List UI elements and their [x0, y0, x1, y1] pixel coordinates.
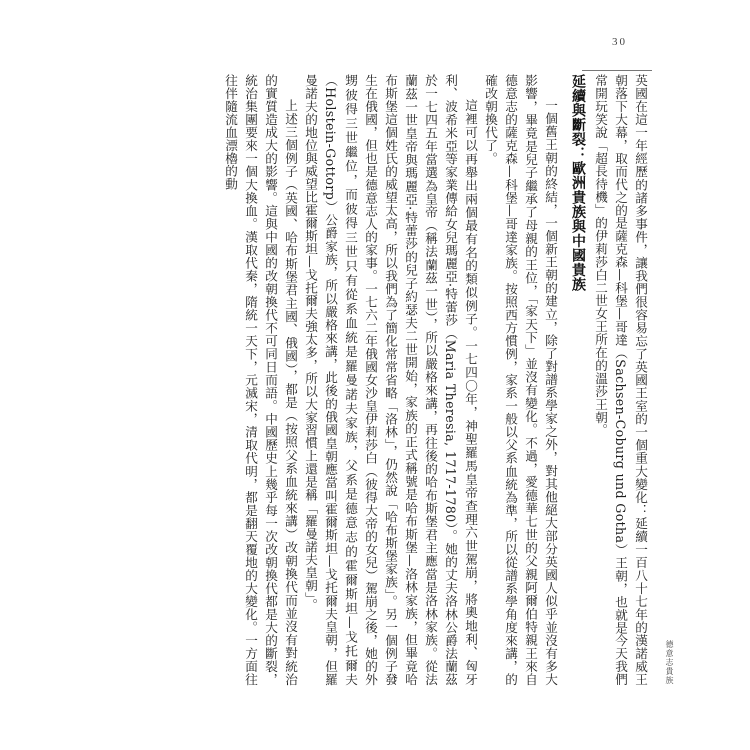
- running-head: 德意志貴族: [665, 640, 674, 685]
- paragraph-3: 這裡可以再舉出兩個最有名的類似例子。一七四〇年，神聖羅馬皇帝查理六世駕崩，將奧地利、匈牙利、波希米亞等家業傳給女兒瑪麗亞·特蕾莎（Maria Theresia, 1717-1780）。她的丈夫洛林公爵法蘭茲於一七四五年當選為皇帝（稱法蘭茲一世），所以嚴格來講，再往後的哈布斯堡君主應當是洛林家族。從法蘭茲一世皇帝與瑪麗亞·特蕾莎的兒子約瑟夫二世開始，家族的正式稱號是哈布斯堡—洛林家族，但畢竟哈布斯堡這個姓氏的威望太高，所以我們為了簡化常常省略「洛林」，仍然說「哈布斯堡家族」。另一個例子發生在俄國，但也是德意志人的家事。一七六二年俄國女沙皇伊莉莎白（彼得大帝的女兒）駕崩之後，她的外甥彼得三世繼位，而彼得三世只有從系血統是羅曼諾夫家族，父系是德意志的霍爾斯坦—戈托爾夫（Holstein-Gottorp）公爵家族，所以嚴格來講，此後的俄國皇朝應當叫霍爾斯坦—戈托爾夫皇朝，但羅曼諾夫的地位與威望比霍爾斯坦—戈托爾夫強太多，所以大家習慣上還是稱「羅曼諾夫皇朝」。: [303, 74, 478, 686]
- section-heading: 延續與斷裂：歐洲貴族與中國貴族: [570, 74, 586, 292]
- page-number: 30: [612, 36, 627, 48]
- paragraph-2: 一個舊王朝的終結，一個新王朝的建立，除了對譜系學家之外，對其他絕大部分英國人似乎並沒有多大影響，畢竟是兒子繼承了母親的王位，「家天下」並沒有變化。不過，愛德華七世的父親阿爾伯特親王來自德意志的薩克森—科堡—哥達家族。按照西方慣例，家系一般以父系血統為準，所以從譜系學角度來講，的確改朝換代了。: [483, 74, 558, 686]
- paragraph-4: 上述三個例子（英國、哈布斯堡君主國、俄國），都是（按照父系血統來講）改朝換代而並沒有對統治的實質造成大的影響。這與中國的改朝換代不可同日而語。中國歷史上幾乎每一次改朝換代都是大的斷裂，統治集團要來一個大換血。漢取代秦，隋統一天下，元滅宋，清取代明，都是翻天覆地的大變化。一方面往往伴隨流血漂櫓的動: [223, 74, 298, 686]
- text-column: [150, 74, 650, 686]
- top-rule: [582, 70, 652, 71]
- paragraph-1: 英國在這一年經歷的諸多事件，讓我們很容易忘了英國王室的一個重大變化：延續一百八十七年的漢諾威王朝落下大幕，取而代之的是薩克森—科堡—哥達（Sachsen-Coburg und Gotha）王朝，也就是今天我們常開玩笑說「超長待機」的伊莉莎白二世女王所在的溫莎王朝。: [593, 74, 648, 686]
